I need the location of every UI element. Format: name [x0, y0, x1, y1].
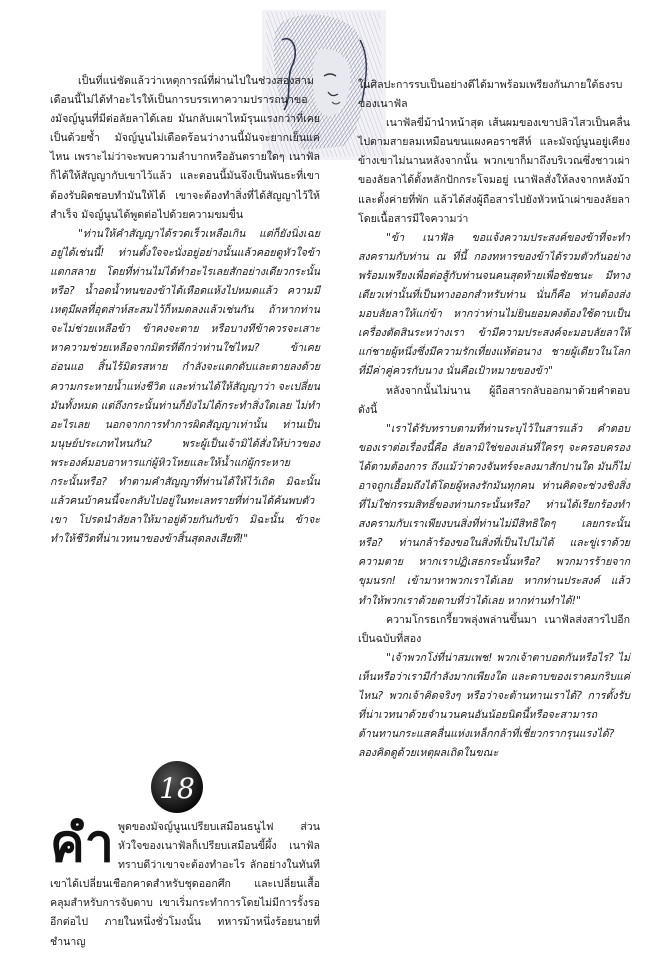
chapter-opening — [50, 813, 320, 952]
right-column — [358, 76, 630, 763]
naufal-message-paragraph: "ข้า เนาฟัล ขอแจ้งความประสงค์ของข้าที่จะทำสงครามกับท่าน ณ ที่นี้ กองทหารของข้าได้รวมตัวกันอย่างพร้อมเพรียงเพื่อต่อสู้กับท่านจนคนสุดท้ายเพื่อชัยชนะ มีทางเดียวเท่านั้นที่เป็นทางออกสำหรับท่าน นั่นก็คือ ท่านต้องส่งมอบลัยลาให้แก่ข้า หากว่าท่านไม่ยินยอมคงต้องใช้ดาบเป็นเครื่องตัดสินระหว่างเรา ข้ามีความประสงค์จะมอบลัยลาให้แก่ชายผู้หนึ่งซึ่งมีความรักเที่ยงแท้ต่อนาง ชายผู้เดียวในโลกที่มีค่าคู่ควรกับนาง นั่นคือเป้าหมายของข้า" — [358, 231, 630, 378]
chapter-number-badge — [150, 760, 204, 814]
narrative-paragraph: เป็นที่แน่ชัดแล้วว่าเหตุการณ์ที่ผ่านไปในช่วงสองสามเดือนนี้ไม่ได้ทำอะไรให้เป็นการบรรเทาความปรารถนาของมัจญ์นูนที่มีต่อลัยลาได้เลย มันกลับเผาไหม้รุนแรงกว่าที่เคยเป็นด้วยซ้ำ มัจญ์นูนไม่เดือดร้อนว่างานนี้มันจะยากเย็นแค่ไหน เพราะไม่ว่าจะพบความลำบากหรืออันตรายใดๆ เนาฟัลก็ได้ให้สัญญากับเขาไว้แล้ว และตอนนี้มันจึงเป็นพันธะที่เขาต้องรับผิดชอบทำมันให้ได้ เขาจะต้องทำสิ่งที่ได้สัญญาไว้ให้สำเร็จ มัจญ์นูนได้พูดต่อไปด้วยความขมขื่น — [50, 75, 320, 221]
tribe-reply-paragraph: "เราได้รับทราบตามที่ท่านระบุไว้ในสารแล้ว คำตอบของเราต่อเรื่องนี้คือ ลัยลามิใช่ของเล่นที่ใครๆ จะครอบครองได้ตามต้องการ ถึงแม้ว่าดวงจันทร์จะลงมาสักปานใด มันก็ไม่อาจถูกเอื้อมถึงได้โดยผู้หลงรักมันทุกคน ท่านคิดจะช่วงชิงสิ่งที่ไม่ใช่กรรมสิทธิ์ของท่านกระนั้นหรือ? ท่านได้เรียกร้องทำสงครามกับเราเพียงบนสิ่งที่ท่านไม่มีสิทธิใดๆ เลยกระนั้นหรือ? ท่านกล้าร้องขอในสิ่งที่เป็นไปไม่ได้ และขู่เราด้วยความตาย หากเราปฏิเสธกระนั้นหรือ? พวกมารร้ายจากขุมนรก! เข้ามาหาพวกเราได้เลย หากท่านประสงค์ แล้วทำให้พวกเราด้วยดาบที่ว่าได้เลย หากท่านทำได้!" — [358, 422, 630, 607]
majnun-speech-paragraph: "ท่านให้คำสัญญาได้รวดเร็วเหลือเกิน แต่ก็ยังนิ่งเฉยอยู่ได้เช่นนี้! ท่านตั้งใจจะนั่งอยู่อย่างนั้นแล้วคอยดูหัวใจข้าแตกสลาย โดยที่ท่านไม่ได้ทำอะไรเลยสักอย่างเดียวกระนั้นหรือ? น้ำอดน้ำทนของข้าได้เหือดแห้งไปหมดแล้ว ความมีเหตุมีผลที่อุตส่าห์สะสมไว้ก็หมดลงแล้วเช่นกัน ถ้าหากท่านจะไม่ช่วยเหลือข้า ข้าคงจะตาย หรือบางทีข้าควรจะเสาะหาความช่วยเหลือจากมิตรที่ดีกว่าท่านใช่ไหม? ข้าเคยอ่อนแอ สิ้นไร้มิตรสหาย กำลังจะแตกดับและตายลงด้วยความกระหายน้ำแห่งชีวิต และท่านได้ให้สัญญาว่า จะเปลี่ยนมันทั้งหมด แต่ถึงกระนั้นท่านก็ยังไม่ได้กระทำสิ่งใดเลย ไม่ทำอะไรเลย นอกจากการทำการผิดสัญญาเท่านั้น ท่านเป็นมนุษย์ประเภทไหนกัน? พระผู้เป็นเจ้ามิได้สั่งให้บ่าวของพระองค์มอบอาหารแก่ผู้หิวโหยและให้น้ำแก่ผู้กระหายกระนั้นหรือ? ทำตามคำสัญญาที่ท่านได้ให้ไว้เถิด มิฉะนั้นแล้วคนบ้าคนนี้จะกลับไปอยู่ในทะเลทรายที่ท่านได้ค้นพบตัวเขา โปรดนำลัยลาให้มาอยู่ด้วยกันกับข้า มิฉะนั้น ข้าจะทำให้ชีวิตที่น่าเวทนาของข้าสิ้นสุดลงเสียที!" — [50, 227, 321, 546]
chapter-number: 18 — [159, 772, 195, 805]
narrative-paragraph: หลังจากนั้นไม่นาน ผู้ถือสารกลับออกมาด้วยคำตอบดังนี้ — [358, 384, 630, 416]
narrative-paragraph: ความโกรธเกรี้ยวพลุ่งพล่านขึ้นมา เนาฟัลส่งสารไปอีกเป็นฉบับที่สอง — [358, 613, 630, 645]
naufal-second-message-paragraph: "เจ้าพวกโง่ที่น่าสมเพช! พวกเจ้าตาบอดกันหรือไร? ไม่เห็นหรือว่าเรามีกำลังมากเพียงใด และดาบของเราคมกริบแค่ไหน? พวกเจ้าคิดจริงๆ หรือว่าจะต้านทานเราได้? การตั้งรับที่น่าเวทนาด้วยจำนวนคนอันน้อยนิดนี้หรือจะสามารถต้านทานกระแสคลื่นแห่งเหล็กกล้าที่เชี่ยวกรากรุนแรงได้? ลองคิดดูด้วยเหตุผลเถิดในขณะ — [358, 651, 630, 760]
chapter-opening-tail: ภายในหนึ่งชั่วโมงนั้น ทหารม้าหนึ่งร้อยนายที่ชำนาญ — [50, 916, 320, 948]
drop-cap: คำ — [50, 813, 114, 874]
chapter-opening-text: พูดของมัจญ์นูนเปรียบเสมือนธนูไฟ ส่วนหัวใจของเนาฟัลก็เปรียบเสมือนขี้ผึ้ง เนาฟัลทราบดีว่าเขาจะต้องทำอะไร ลักอย่างในทันที เขาได้เปลี่ยนเชือกคาดสำหรับชุดออกศึก และเปลี่ยนเสื้อคลุมสำหรับการจับดาบ เขาเริ่มกระทำการโดยไม่มีการรั้งรออีกต่อไป — [50, 821, 320, 929]
left-column — [50, 72, 320, 549]
narrative-paragraph: เนาฟัลขี่ม้านำหน้าสุด เส้นผมของเขาปลิวไสวเป็นคลื่นไปตามสายลมเหมือนขนแผงคอราชสีห์ และมัจญ์นูนอยู่เคียงข้างเขาไม่นานหลังจากนั้น พวกเขาก็มาถึงบริเวณซึ่งชาวเผ่าของลัยลาได้ตั้งหลักปักกระโจมอยู่ เนาฟัลสั่งให้ลงจากหลังม้าและตั้งค่ายที่พัก แล้วได้ส่งผู้ถือสารไปยังหัวหน้าเผ่าของลัยลา โดยเนื้อสารมีใจความว่า — [358, 117, 630, 225]
continued-paragraph: ในศิลปะการรบเป็นอย่างดีได้มาพร้อมเพรียงกันภายใต้ธงรบของเนาฟัล — [358, 79, 623, 111]
